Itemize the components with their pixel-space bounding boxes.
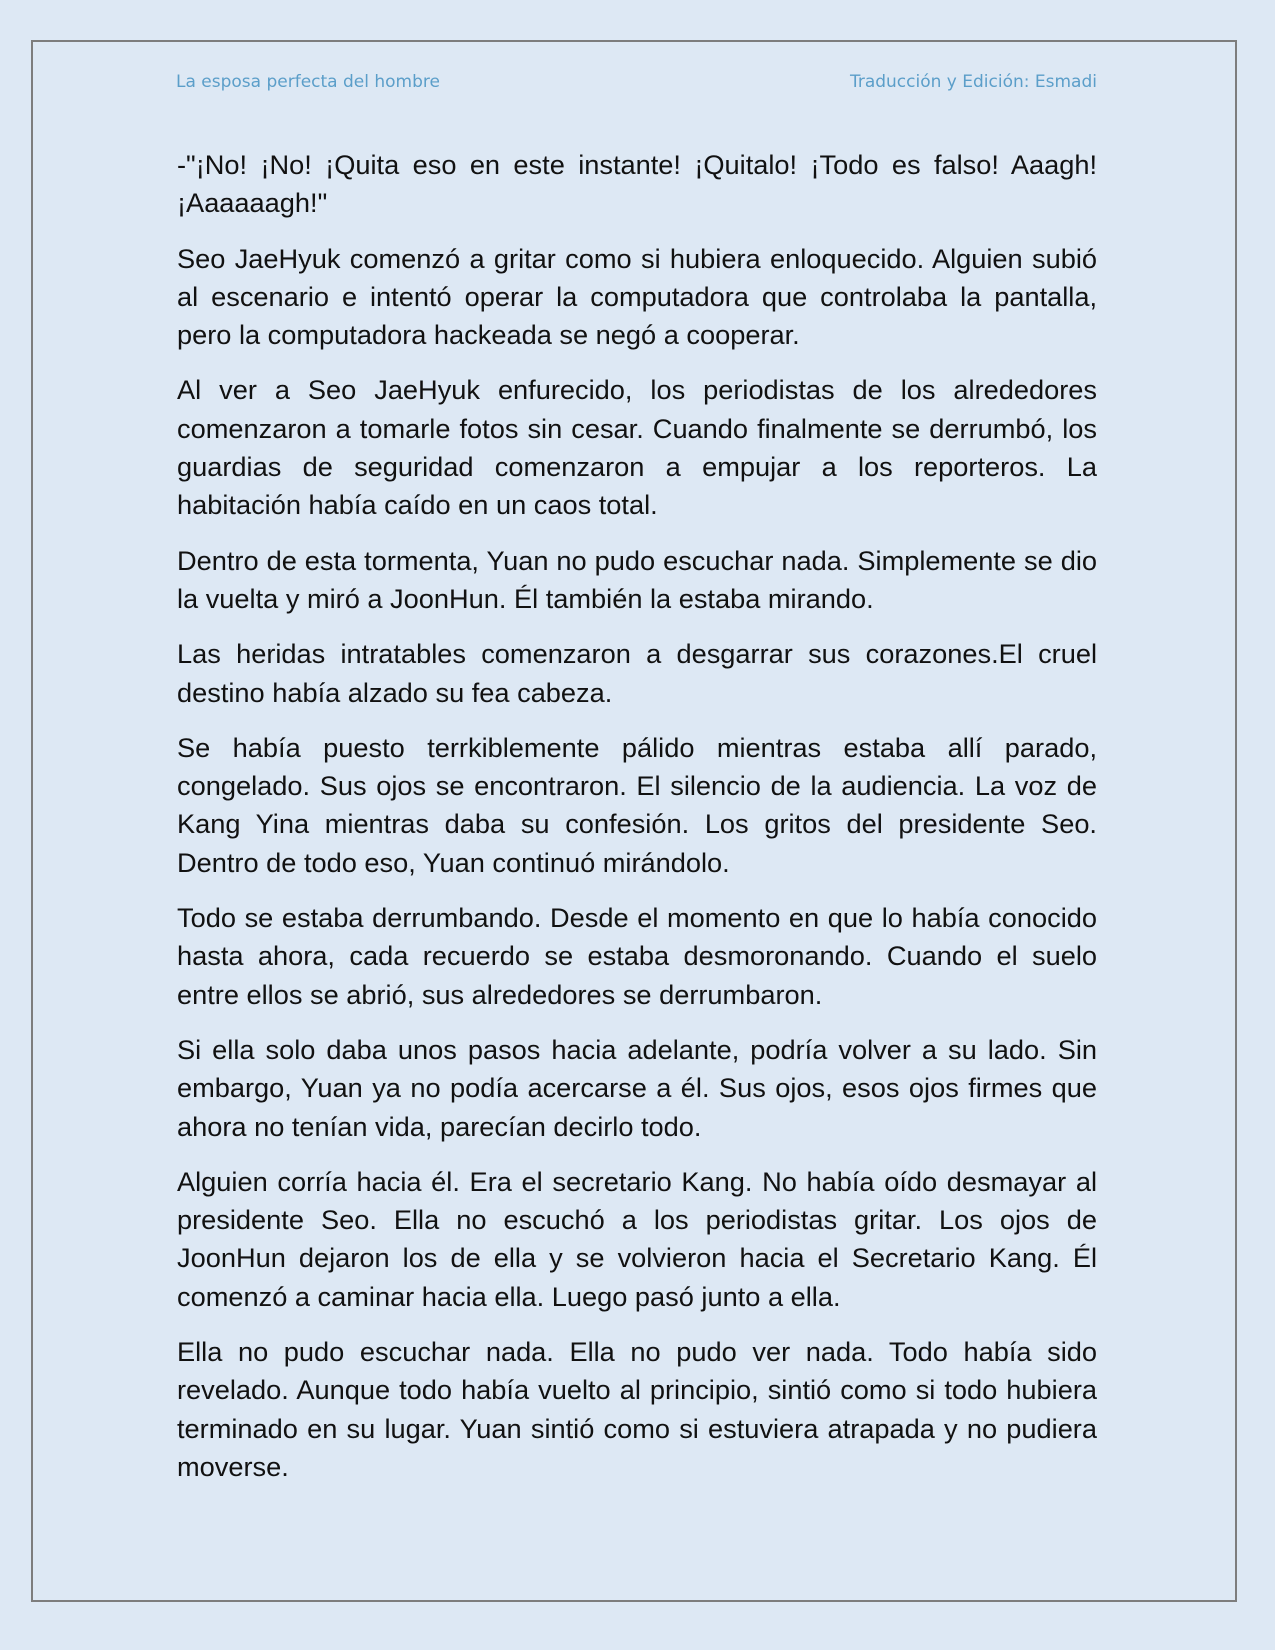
page-body xyxy=(177,146,1097,1503)
paragraph-6: Se había puesto terrkiblemente pálido mientras estaba allí parado, congelado. Sus ojos se encontraron. El silencio de la audiencia. La voz de Kang Yina mientras daba su confesión. Los gritos del presidente Seo. Dentro de todo eso, Yuan continuó mirándolo. xyxy=(177,731,1097,878)
paragraph-7: Todo se estaba derrumbando. Desde el momento en que lo había conocido hasta ahora, cada recuerdo se estaba desmoronando. Cuando el suelo entre ellos se abrió, sus alrededores se derrumbaron. xyxy=(177,902,1097,1010)
paragraph-3: Al ver a Seo JaeHyuk enfurecido, los periodistas de los alrededores comenzaron a tomarle fotos sin cesar. Cuando finalmente se derrumbó, los guardias de seguridad comenzaron a empujar a los reporteros. La habitación había caído en un caos total. xyxy=(177,374,1097,521)
paragraph-10: Ella no pudo escuchar nada. Ella no pudo ver nada. Todo había sido revelado. Aunque todo había vuelto al principio, sintió como si todo hubiera terminado en su lugar. Yuan sintió como si estuviera atrapada y no pudiera moverse. xyxy=(177,1336,1097,1482)
paragraph-8: Si ella solo daba unos pasos hacia adelante, podría volver a su lado. Sin embargo, Yuan ya no podía acercarse a él. Sus ojos, esos ojos firmes que ahora no tenían vida, parecían decirlo todo. xyxy=(177,1033,1097,1142)
paragraph-5: Las heridas intratables comenzaron a desgarrar sus corazones.El cruel destino había alzado su fea cabeza. xyxy=(177,638,1097,708)
paragraph-2: Seo JaeHyuk comenzó a gritar como si hubiera enloquecido. Alguien subió al escenario e intentó operar la computadora que controlaba la pantalla, pero la computadora hackeada se negó a cooperar. xyxy=(177,242,1097,351)
header-book-title: La esposa perfecta del hombre xyxy=(176,72,440,92)
paragraph-4: Dentro de esta tormenta, Yuan no pudo escuchar nada. Simplemente se dio la vuelta y miró a JoonHun. Él también la estaba mirando. xyxy=(177,544,1097,614)
paragraph-1: -"¡No! ¡No! ¡Quita eso en este instante! ¡Quitalo! ¡Todo es falso! Aaagh! ¡Aaaaaagh!" xyxy=(177,149,1097,219)
page-header xyxy=(176,72,1097,100)
paragraph-9: Alguien corría hacia él. Era el secretario Kang. No había oído desmayar al presidente Seo. Ella no escuchó a los periodistas gritar. Los ojos de JoonHun dejaron los de ella y se volvieron hacia el Secretario Kang. Él comenzó a caminar hacia ella. Luego pasó junto a ella. xyxy=(177,1165,1097,1312)
header-translation-credit: Traducción y Edición: Esmadi xyxy=(849,72,1097,92)
